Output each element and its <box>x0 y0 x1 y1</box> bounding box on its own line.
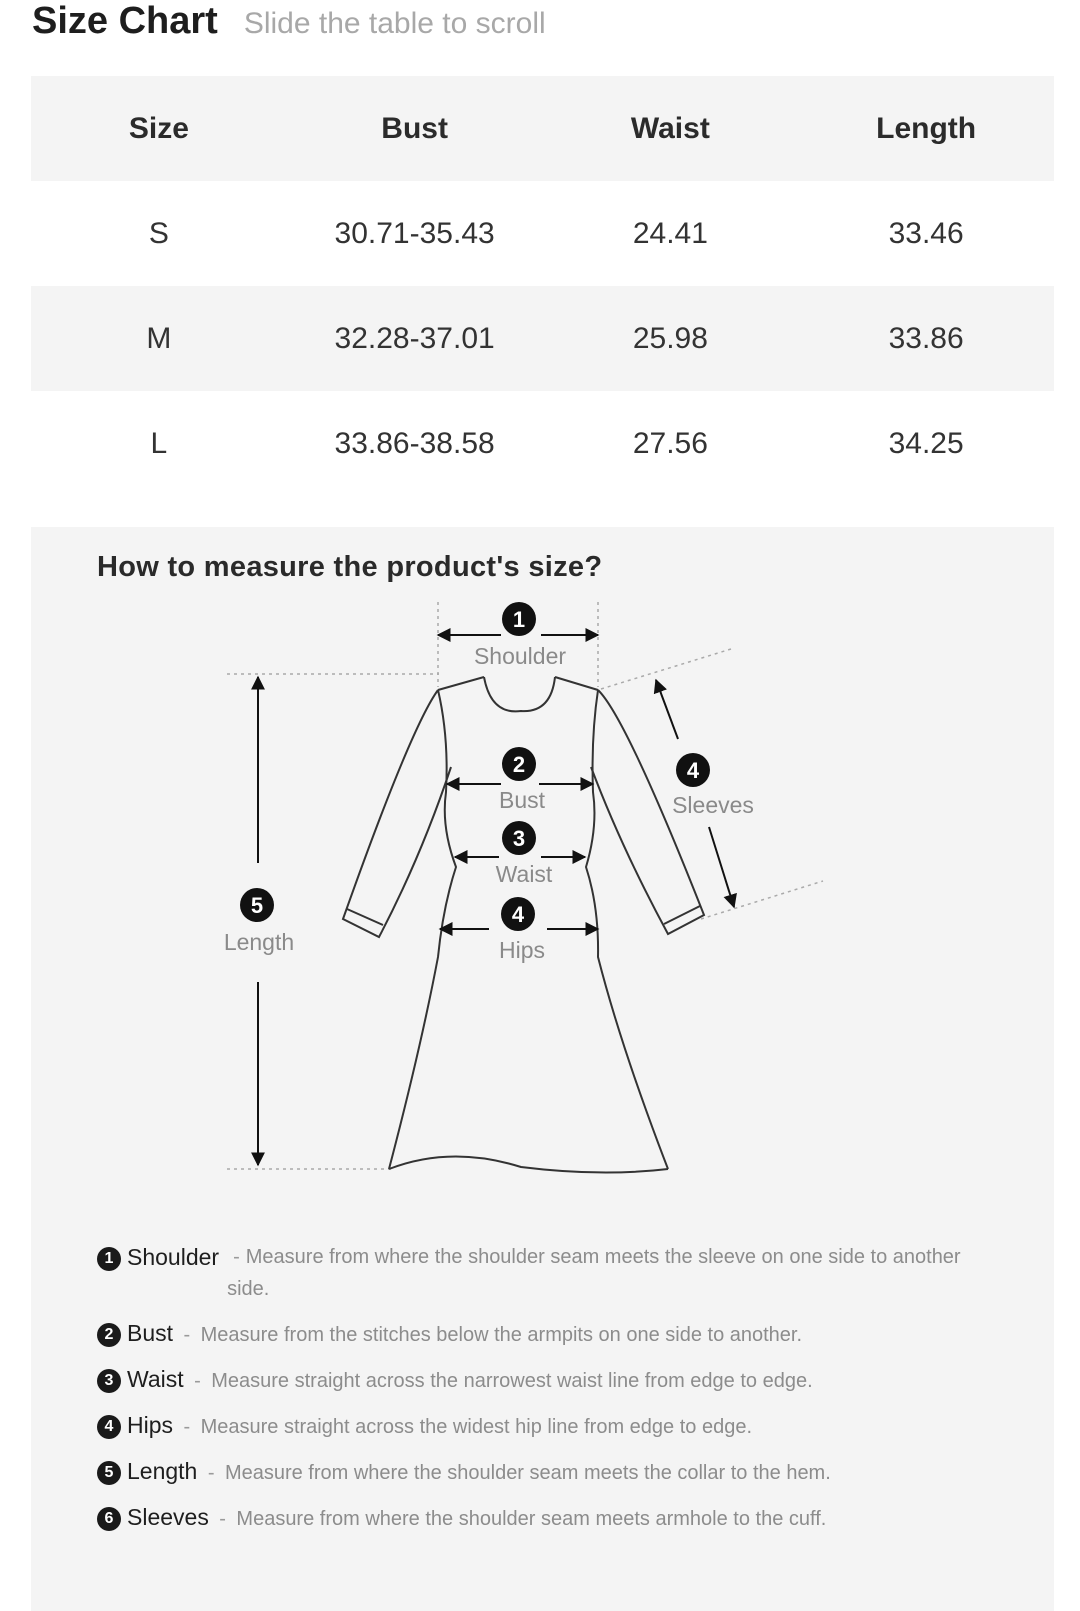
table-cell-waist: 25.98 <box>632 321 708 355</box>
note-separator: - <box>233 1246 240 1268</box>
note-number-badge: 1 <box>97 1247 121 1271</box>
note-name: Sleeves <box>127 1504 209 1530</box>
how-to-measure-panel <box>31 527 1054 1611</box>
column-header-waist: Waist <box>630 111 710 145</box>
note-sleeves <box>97 1502 977 1536</box>
sleeves-label: Sleeves <box>672 792 754 818</box>
note-bust <box>97 1318 977 1352</box>
size-chart-header <box>32 0 546 46</box>
bust-number: 2 <box>512 752 526 777</box>
waist-label: Waist <box>495 861 553 887</box>
note-separator: - <box>183 1324 191 1346</box>
column-header-bust: Bust <box>381 111 448 145</box>
hips-label: Hips <box>498 937 546 963</box>
note-number-badge: 5 <box>97 1461 121 1485</box>
hips-number: 4 <box>511 902 525 927</box>
table-cell-bust: 30.71-35.43 <box>334 216 495 250</box>
table-cell-length: 33.46 <box>888 216 964 250</box>
note-separator: - <box>183 1416 191 1438</box>
sleeves-arrow-down <box>709 827 734 907</box>
table-row <box>31 391 1054 496</box>
sleeves-arrow-up <box>656 680 678 739</box>
note-name: Length <box>127 1458 198 1484</box>
diagram-label-waist <box>496 821 553 887</box>
diagram-label-hips <box>499 897 545 963</box>
table-cell-length: 33.86 <box>888 321 964 355</box>
table-cell-length: 34.25 <box>888 426 964 460</box>
length-label: Length <box>223 929 295 955</box>
diagram-label-sleeves <box>672 753 754 818</box>
diagram-label-length <box>224 888 294 955</box>
note-separator: - <box>219 1508 226 1530</box>
table-cell-bust: 33.86-38.58 <box>334 426 495 460</box>
sleeves-number: 4 <box>686 758 700 783</box>
column-header-length: Length <box>876 111 977 145</box>
note-name: Bust <box>127 1320 174 1346</box>
table-cell-bust: 32.28-37.01 <box>334 321 495 355</box>
note-description: Measure from where the shoulder seam meets the collar to the hem. <box>224 1462 831 1484</box>
note-number-badge: 2 <box>97 1323 121 1347</box>
bust-label: Bust <box>498 787 546 813</box>
table-cell-size: S <box>148 216 169 250</box>
note-description: Measure from where the shoulder seam meets the sleeve on one side to another side. <box>227 1246 961 1300</box>
note-description: Measure from the stitches below the armpits on one side to another. <box>200 1324 803 1346</box>
shoulder-number: 1 <box>512 607 526 632</box>
note-name: Shoulder <box>127 1244 220 1270</box>
note-separator: - <box>207 1462 215 1484</box>
page-title: Size Chart <box>32 0 218 42</box>
note-name: Waist <box>127 1366 184 1392</box>
note-name: Hips <box>127 1412 174 1438</box>
length-number: 5 <box>250 893 264 918</box>
note-description: Measure straight across the narrowest waist line from edge to edge. <box>211 1370 813 1392</box>
note-separator: - <box>194 1370 201 1392</box>
table-row <box>31 286 1054 391</box>
shoulder-label: Shoulder <box>473 643 567 669</box>
table-row <box>31 181 1054 286</box>
diagram-label-bust <box>499 747 546 813</box>
note-length <box>97 1456 977 1490</box>
how-to-measure-title: How to measure the product's size? <box>97 551 603 583</box>
waist-number: 3 <box>512 826 526 851</box>
table-header-row <box>31 76 1054 181</box>
note-number-badge: 4 <box>97 1415 121 1439</box>
note-waist <box>97 1364 977 1398</box>
table-cell-waist: 27.56 <box>632 426 708 460</box>
note-description: Measure straight across the widest hip line from edge to edge. <box>200 1416 752 1438</box>
table-cell-size: L <box>150 426 168 460</box>
note-number-badge: 3 <box>97 1369 121 1393</box>
note-shoulder <box>97 1242 977 1306</box>
column-header-size: Size <box>128 111 189 145</box>
size-table[interactable] <box>31 76 1054 496</box>
note-description: Measure from where the shoulder seam meets armhole to the cuff. <box>236 1508 827 1530</box>
table-cell-size: M <box>146 321 172 355</box>
measurement-notes <box>97 1242 977 1548</box>
note-hips <box>97 1410 977 1444</box>
note-number-badge: 6 <box>97 1507 121 1531</box>
scroll-hint: Slide the table to scroll <box>243 7 546 40</box>
dress-measurement-diagram <box>31 527 1054 1227</box>
table-cell-waist: 24.41 <box>632 216 708 250</box>
